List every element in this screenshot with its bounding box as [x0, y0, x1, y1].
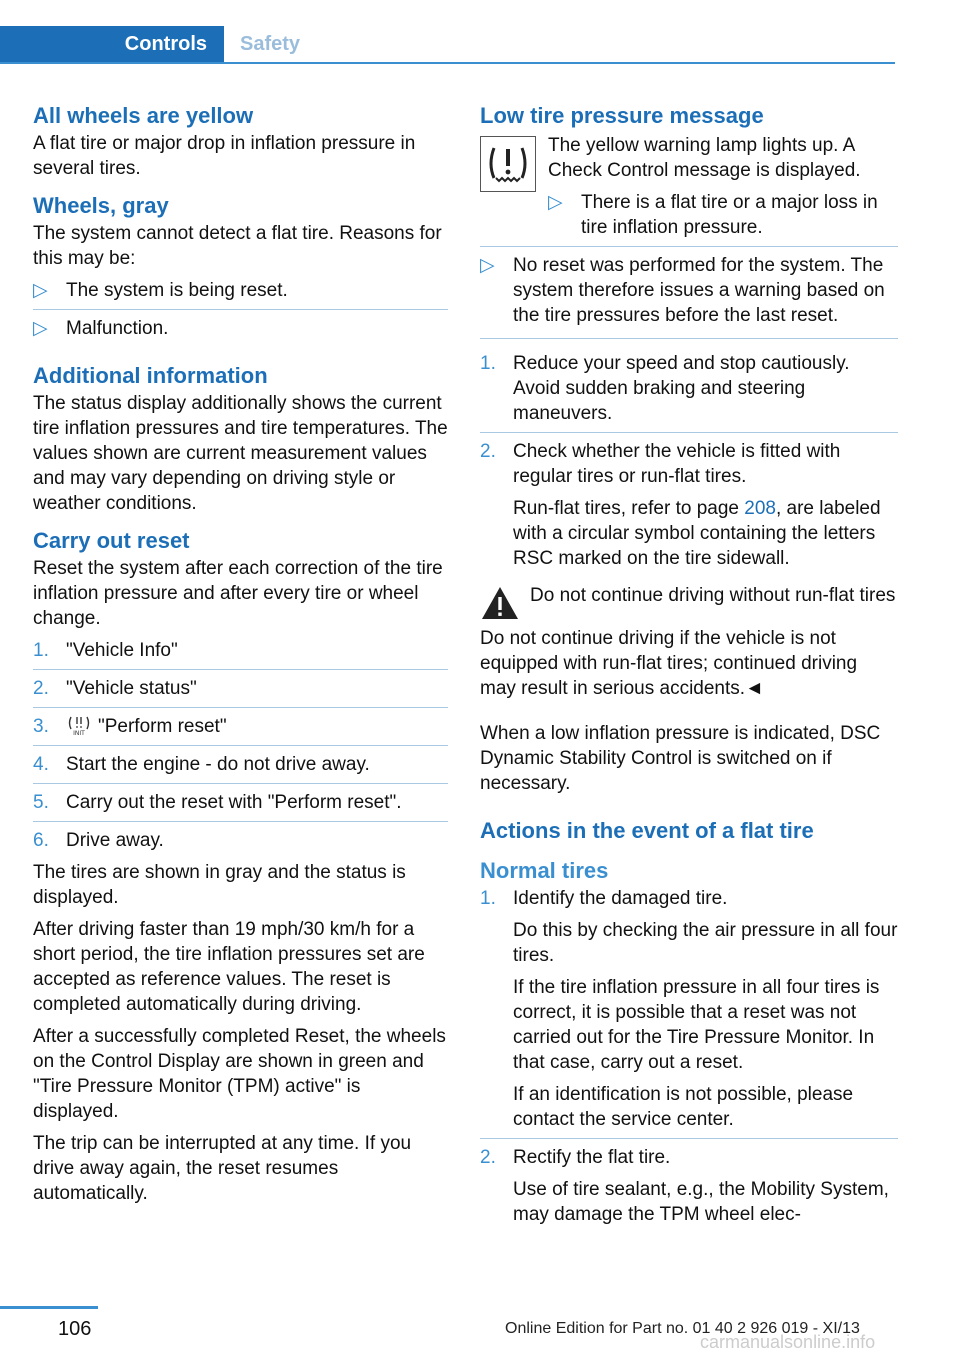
- heading-carry-out-reset: Carry out reset: [33, 528, 190, 553]
- text-after-1: The tires are shown in gray and the status is displayed.: [33, 862, 406, 908]
- list-item: 2. Rectify the flat tire.: [480, 1147, 671, 1168]
- heading-additional-info: Additional information: [33, 363, 268, 388]
- triangle-bullet-icon: ▷: [480, 255, 495, 276]
- svg-text:INIT: INIT: [73, 730, 85, 736]
- footer-rule: [0, 1306, 98, 1309]
- list-item: 3. INIT "Perform reset": [33, 716, 227, 737]
- list-item: ▷ There is a flat tire or a major loss in tire inflation pressure.: [548, 192, 878, 238]
- text-additional: The status display additionally shows the current tire inflation pressures and tire temperatures. The values shown are current measurement values and may vary depending on driving style or weather conditions.: [33, 393, 448, 514]
- text-after-3: After a successfully completed Reset, the wheels on the Control Display are shown in green and "Tire Pressure Monitor (TPM) active" is displayed.: [33, 1026, 446, 1122]
- warning-lamp-block: [480, 131, 898, 240]
- header-tabs: [0, 26, 895, 64]
- list-item: 1. Reduce your speed and stop cautiously. Avoid sudden braking and steering maneuvers.: [480, 353, 850, 424]
- watermark: carmanualsonline.info: [700, 1332, 876, 1352]
- tire-pressure-warning-icon: [480, 136, 536, 192]
- text-after-2: After driving faster than 19 mph/30 km/h for a short period, the tire inflation pressures set are accepted as reference values. The reset is completed automatically during driving.: [33, 919, 425, 1015]
- triangle-bullet-icon: ▷: [548, 192, 563, 213]
- list-item: 5. Carry out the reset with "Perform reset".: [33, 792, 402, 813]
- heading-flat-tire-actions: Actions in the event of a flat tire: [480, 818, 814, 843]
- heading-all-wheels-yellow: All wheels are yellow: [33, 103, 254, 128]
- caution-triangle-icon: [480, 585, 520, 621]
- heading-low-tire-pressure: Low tire pressure message: [480, 103, 764, 128]
- heading-normal-tires: Normal tires: [480, 858, 609, 883]
- text-gray: The system cannot detect a flat tire. Reasons for this may be:: [33, 223, 442, 269]
- text-reset: Reset the system after each correction of the tire inflation pressure and after every tire or wheel change.: [33, 558, 443, 629]
- warning-block: [480, 583, 898, 621]
- triangle-bullet-icon: ▷: [33, 318, 48, 339]
- list-item: ▷ The system is being reset.: [33, 280, 288, 301]
- triangle-bullet-icon: ▷: [33, 280, 48, 301]
- page-number: 106: [58, 1318, 92, 1340]
- page-link[interactable]: 208: [744, 498, 776, 519]
- text-dsc: When a low inflation pressure is indicated, DSC Dynamic Stability Control is switched on if necessary.: [480, 723, 881, 794]
- tpm-init-icon: [66, 714, 92, 736]
- tab-controls[interactable]: Controls: [0, 26, 224, 62]
- list-item: 2. Check whether the vehicle is fitted with regular tires or run-flat tires.: [480, 441, 841, 487]
- text-after-4: The trip can be interrupted at any time. If you drive away again, the reset resumes automatically.: [33, 1133, 412, 1204]
- list-item: 6. Drive away.: [33, 830, 164, 851]
- edition-label: Online Edition for Part no. 01 40 2 926 019 - XI/13: [505, 1320, 860, 1337]
- text-yellow: A flat tire or major drop in inflation pressure in several tires.: [33, 133, 416, 179]
- text-low-pressure: The yellow warning lamp lights up. A Check Control message is displayed.: [548, 135, 861, 181]
- run-flat-note: Run-flat tires, refer to page 208, are labeled with a circular symbol containing the letters RSC marked on the tire sidewall.: [513, 498, 881, 569]
- list-item: 2. "Vehicle status": [33, 678, 197, 699]
- right-column: Low tire pressure message The yellow warning lamp lights up. A Check Control message is displayed. ▷ There is a flat tire or a major loss in tire inflation pressure. ▷ No reset was performed for the system. The system therefore issues a warning based on the tire pressures before the last reset. 1. Reduce your speed and stop cautiously. Avoid sudden braking and steering maneuvers. 2. Check whether the vehicle is fitted with regular tires or run-flat tires. Run-flat tires, refer to page 208, are labeled with a circular symbol containing the letters RSC marked on the tire sidewall. Do not continue driving without run-flat tires Do not continue driving if the vehicle is not equipped with run-flat tires; continued driving may result in serious accidents.◄ When a low inflation pressure is indicated, DSC Dynamic Stability Control is switched on if necessary. Actions in the event of a flat tire Normal tires 1. Identify the damaged tire. Do this by checking the air pressure in all four tires. If the tire inflation pressure in all four tires is correct, it is possible that a reset was not carried out for the Tire Pressure Monitor. In that case, carry out a reset. If an identification is not possible, please contact the service center. 2. Rectify the flat tire. Use of tire sealant, e.g., the Mobility System, may damage the TPM wheel elec-: [480, 103, 898, 1225]
- list-item: 1. "Vehicle Info": [33, 640, 178, 661]
- left-column: [33, 101, 448, 1206]
- list-item: 1. Identify the damaged tire.: [480, 888, 728, 909]
- tab-safety[interactable]: Safety: [240, 33, 301, 55]
- warning-title: Do not continue driving without run-flat tires: [530, 585, 896, 606]
- heading-wheels-gray: Wheels, gray: [33, 193, 169, 218]
- list-item: ▷ Malfunction.: [33, 318, 169, 339]
- warning-text: Do not continue driving if the vehicle is not equipped with run-flat tires; continued driving may result in serious accidents.◄: [480, 628, 858, 699]
- list-item: 4. Start the engine - do not drive away.: [33, 754, 370, 775]
- list-item: ▷ No reset was performed for the system. The system therefore issues a warning based on the tire pressures before the last reset.: [480, 255, 885, 326]
